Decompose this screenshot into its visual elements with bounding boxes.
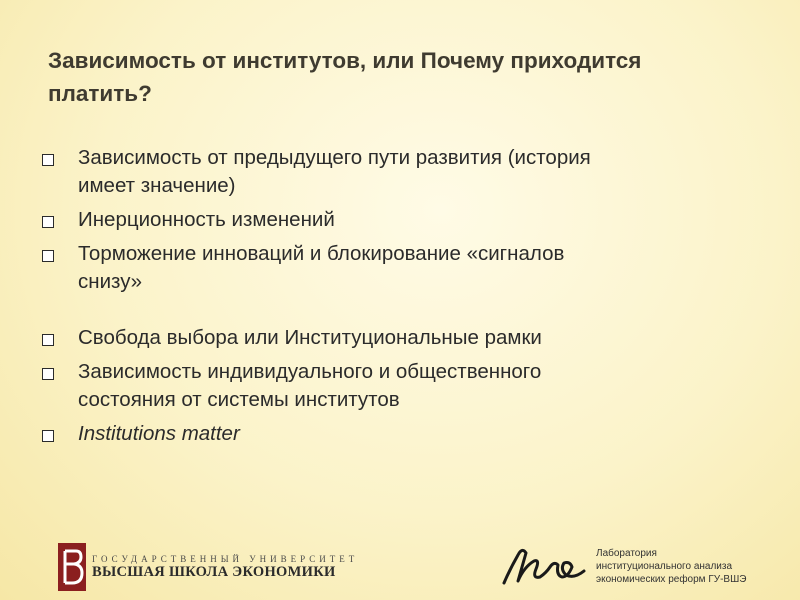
lab-caption-line: экономических реформ ГУ-ВШЭ [596, 574, 747, 585]
bullet-text: Свобода выбора или Институциональные рамки [78, 326, 542, 349]
lab-caption [596, 547, 796, 586]
bullet-text: Инерционность изменений [78, 208, 335, 231]
hse-logo [58, 543, 358, 591]
lab-signature-logo-icon [500, 539, 590, 593]
bullet-item [42, 324, 772, 352]
checkbox-bullet-icon [42, 334, 54, 346]
lab-caption-line: Лаборатория [596, 548, 657, 559]
bullet-text: имеет значение) [78, 174, 236, 197]
hse-university-line: ГОСУДАРСТВЕННЫЙ УНИВЕРСИТЕТ [92, 553, 359, 564]
checkbox-bullet-icon [42, 250, 54, 262]
bullet-text: снизу» [78, 270, 143, 293]
slide-title-line-2: платить? [48, 81, 152, 106]
bullet-text: Institutions matter [78, 422, 240, 445]
bullet-item [42, 240, 772, 296]
hse-emblem-icon [58, 543, 86, 591]
bullet-text: Зависимость от предыдущего пути развития (история [78, 146, 591, 169]
bullet-list [42, 144, 772, 454]
bullet-item [42, 420, 772, 448]
checkbox-bullet-icon [42, 430, 54, 442]
bullet-item [42, 358, 772, 414]
hse-name-line: ВЫСШАЯ ШКОЛА ЭКОНОМИКИ [92, 563, 336, 580]
bullet-text: Зависимость индивидуального и общественного [78, 360, 542, 383]
checkbox-bullet-icon [42, 154, 54, 166]
slide-title [48, 44, 768, 110]
slide-title-line-1: Зависимость от институтов, или Почему приходится [48, 48, 642, 73]
footer [0, 525, 800, 600]
bullet-text: Торможение инноваций и блокирование «сигналов [78, 242, 565, 265]
checkbox-bullet-icon [42, 368, 54, 380]
checkbox-bullet-icon [42, 216, 54, 228]
bullet-text: состояния от системы институтов [78, 388, 400, 411]
lab-caption-line: институционального анализа [596, 561, 733, 572]
bullet-item [42, 206, 772, 234]
bullet-item [42, 144, 772, 200]
